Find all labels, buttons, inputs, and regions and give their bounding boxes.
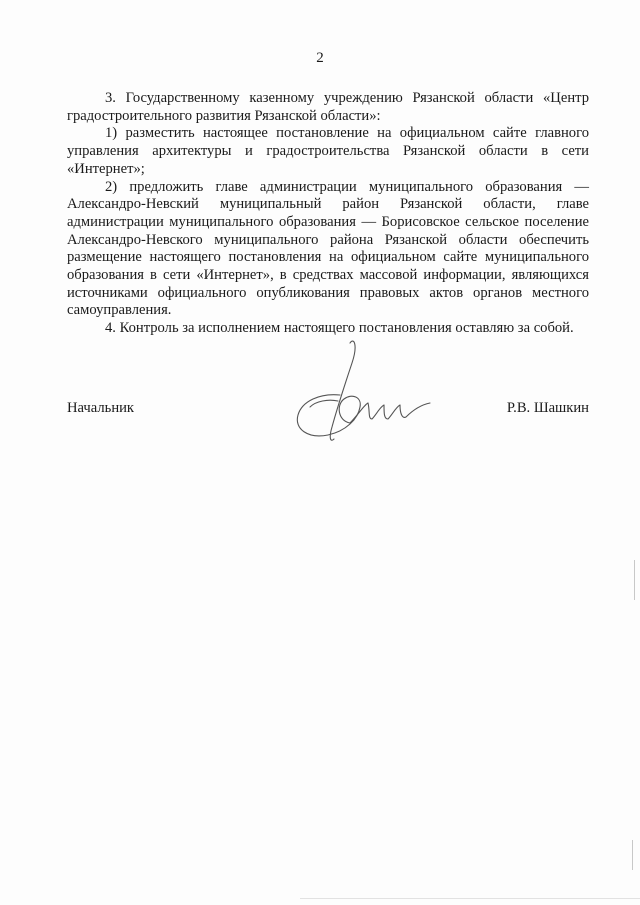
scan-artifact-right	[634, 560, 635, 600]
document-body	[67, 90, 589, 338]
signer-position: Начальник	[67, 400, 135, 416]
paragraph-item-3: 3. Государственному казенному учреждению Рязанской области «Центр градостроительного развития Рязанской области»:	[67, 90, 589, 124]
paragraph-subitem-2: 2) предложить главе администрации муниципального образования — Александро-Невский муниципальный район Рязанской области, главе администрации муниципального образования — Борисовское сельское поселение Александро-Невского муниципального района Рязанской области обеспечить размещение настоящего постановления на официальном сайте муниципального образования в сети «Интернет», в средствах массовой информации, являющихся источниками официального опубликования правовых актов органов местного самоуправления.	[67, 178, 589, 319]
signer-name: Р.В. Шашкин	[506, 400, 589, 416]
paragraph-item-4: 4. Контроль за исполнением настоящего постановления оставляю за собой.	[105, 320, 574, 337]
paragraph-subitem-1: 1) разместить настоящее постановление на официальном сайте главного управления архитектуры и градостроительства Рязанской области в сети «Интернет»;	[67, 125, 589, 177]
signature-block	[67, 400, 589, 420]
scan-artifact-right-lower	[632, 840, 633, 870]
handwritten-signature	[280, 335, 450, 455]
page-number: 2	[316, 50, 324, 66]
scan-artifact-bottom	[300, 898, 640, 899]
